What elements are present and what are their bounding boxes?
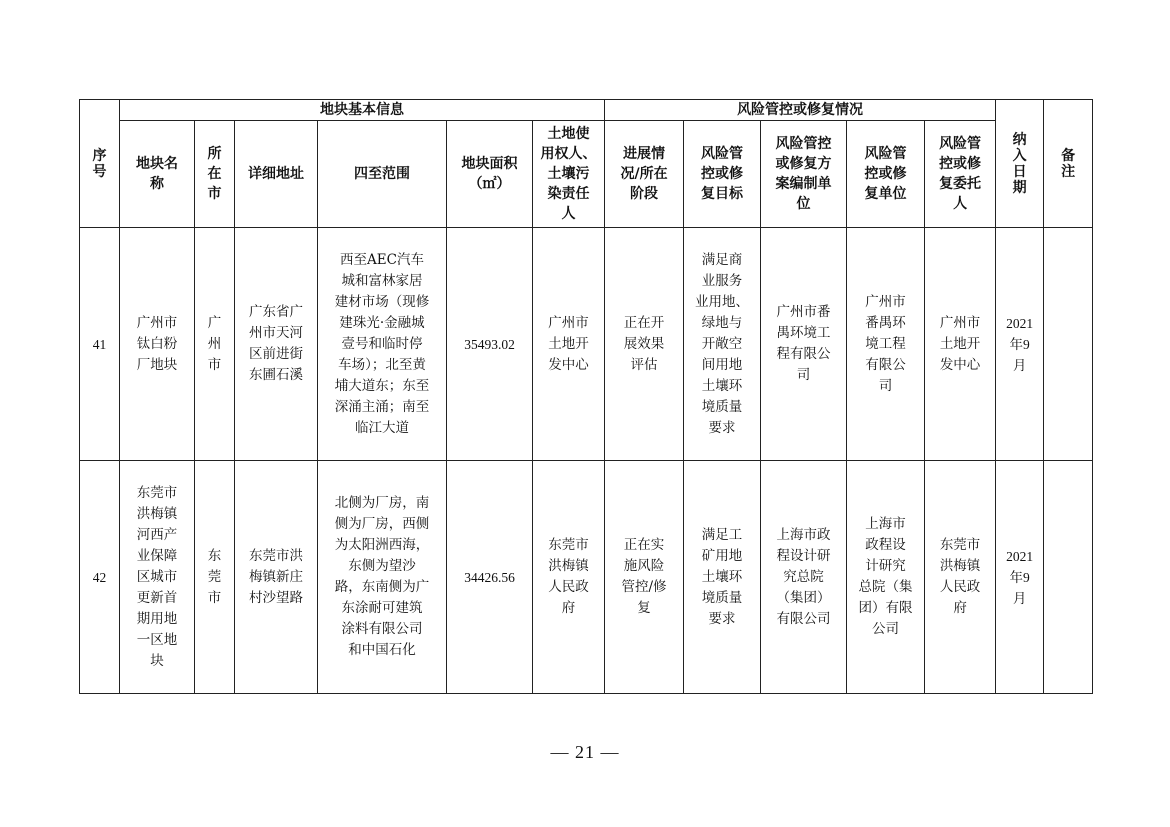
cell-plan-unit: 上海市政 程设计研 究总院 （集团） 有限公司: [761, 461, 847, 694]
header-note: 备 注: [1044, 100, 1093, 228]
header-boundary: 四至范围: [318, 121, 447, 228]
header-group-basic-info: 地块基本信息: [120, 100, 605, 121]
cell-name: 广州市 钛白粉 厂地块: [120, 228, 195, 461]
header-address: 详细地址: [235, 121, 318, 228]
header-date: 纳 入 日 期: [996, 100, 1044, 228]
header-name: 地块名 称: [120, 121, 195, 228]
cell-target: 满足工 矿用地 土壤环 境质量 要求: [684, 461, 761, 694]
cell-owner: 广州市 土地开 发中心: [533, 228, 605, 461]
cell-city: 东 莞 市: [195, 461, 235, 694]
header-target: 风险管 控或修 复目标: [684, 121, 761, 228]
cell-progress: 正在实 施风险 管控/修 复: [605, 461, 684, 694]
cell-target: 满足商 业服务 业用地、 绿地与 开敞空 间用地 土壤环 境质量 要求: [684, 228, 761, 461]
cell-boundary: 北侧为厂房，南 侧为厂房，西侧 为太阳洲西海， 东侧为望沙 路，东南侧为广 东涂耐可建筑 涂料有限公司 和中国石化: [318, 461, 447, 694]
cell-note: [1044, 228, 1093, 461]
cell-exec-unit: 广州市 番禺环 境工程 有限公 司: [847, 228, 925, 461]
header-client: 风险管 控或修 复委托 人: [925, 121, 996, 228]
cell-owner: 东莞市 洪梅镇 人民政 府: [533, 461, 605, 694]
header-city: 所 在 市: [195, 121, 235, 228]
cell-note: [1044, 461, 1093, 694]
cell-plan-unit: 广州市番 禺环境工 程有限公 司: [761, 228, 847, 461]
table-row: [80, 461, 1093, 694]
header-group-risk-control: 风险管控或修复情况: [605, 100, 996, 121]
cell-date: 2021 年9 月: [996, 228, 1044, 461]
cell-client: 东莞市 洪梅镇 人民政 府: [925, 461, 996, 694]
cell-progress: 正在开 展效果 评估: [605, 228, 684, 461]
header-progress: 进展情 况/所在 阶段: [605, 121, 684, 228]
cell-client: 广州市 土地开 发中心: [925, 228, 996, 461]
page-number: — 21 —: [550, 742, 620, 762]
cell-date: 2021 年9 月: [996, 461, 1044, 694]
remediation-table: [79, 99, 1093, 694]
cell-seq: 41: [80, 228, 120, 461]
cell-address: 广东省广 州市天河 区前进街 东圃石溪: [235, 228, 318, 461]
header-area: 地块面积 （㎡）: [447, 121, 533, 228]
header-owner: 土地使 用权人、 土壤污 染责任 人: [533, 121, 605, 228]
cell-boundary: 西至AEC汽车 城和富林家居 建材市场（现修 建珠光·金融城 壹号和临时停 车场）；北至黄 埔大道东；东至 深涌主涌；南至 临江大道: [318, 228, 447, 461]
group-header-row: [80, 100, 1093, 121]
cell-exec-unit: 上海市 政程设 计研究 总院（集 团）有限 公司: [847, 461, 925, 694]
cell-area: 35493.02: [447, 228, 533, 461]
cell-name: 东莞市 洪梅镇 河西产 业保障 区城市 更新首 期用地 一区地 块: [120, 461, 195, 694]
header-seq: 序 号: [80, 100, 120, 228]
column-header-row: [80, 121, 1093, 228]
cell-city: 广 州 市: [195, 228, 235, 461]
cell-address: 东莞市洪 梅镇新庄 村沙望路: [235, 461, 318, 694]
cell-seq: 42: [80, 461, 120, 694]
table-row: [80, 228, 1093, 461]
header-plan-unit: 风险管控 或修复方 案编制单 位: [761, 121, 847, 228]
cell-area: 34426.56: [447, 461, 533, 694]
header-exec-unit: 风险管 控或修 复单位: [847, 121, 925, 228]
